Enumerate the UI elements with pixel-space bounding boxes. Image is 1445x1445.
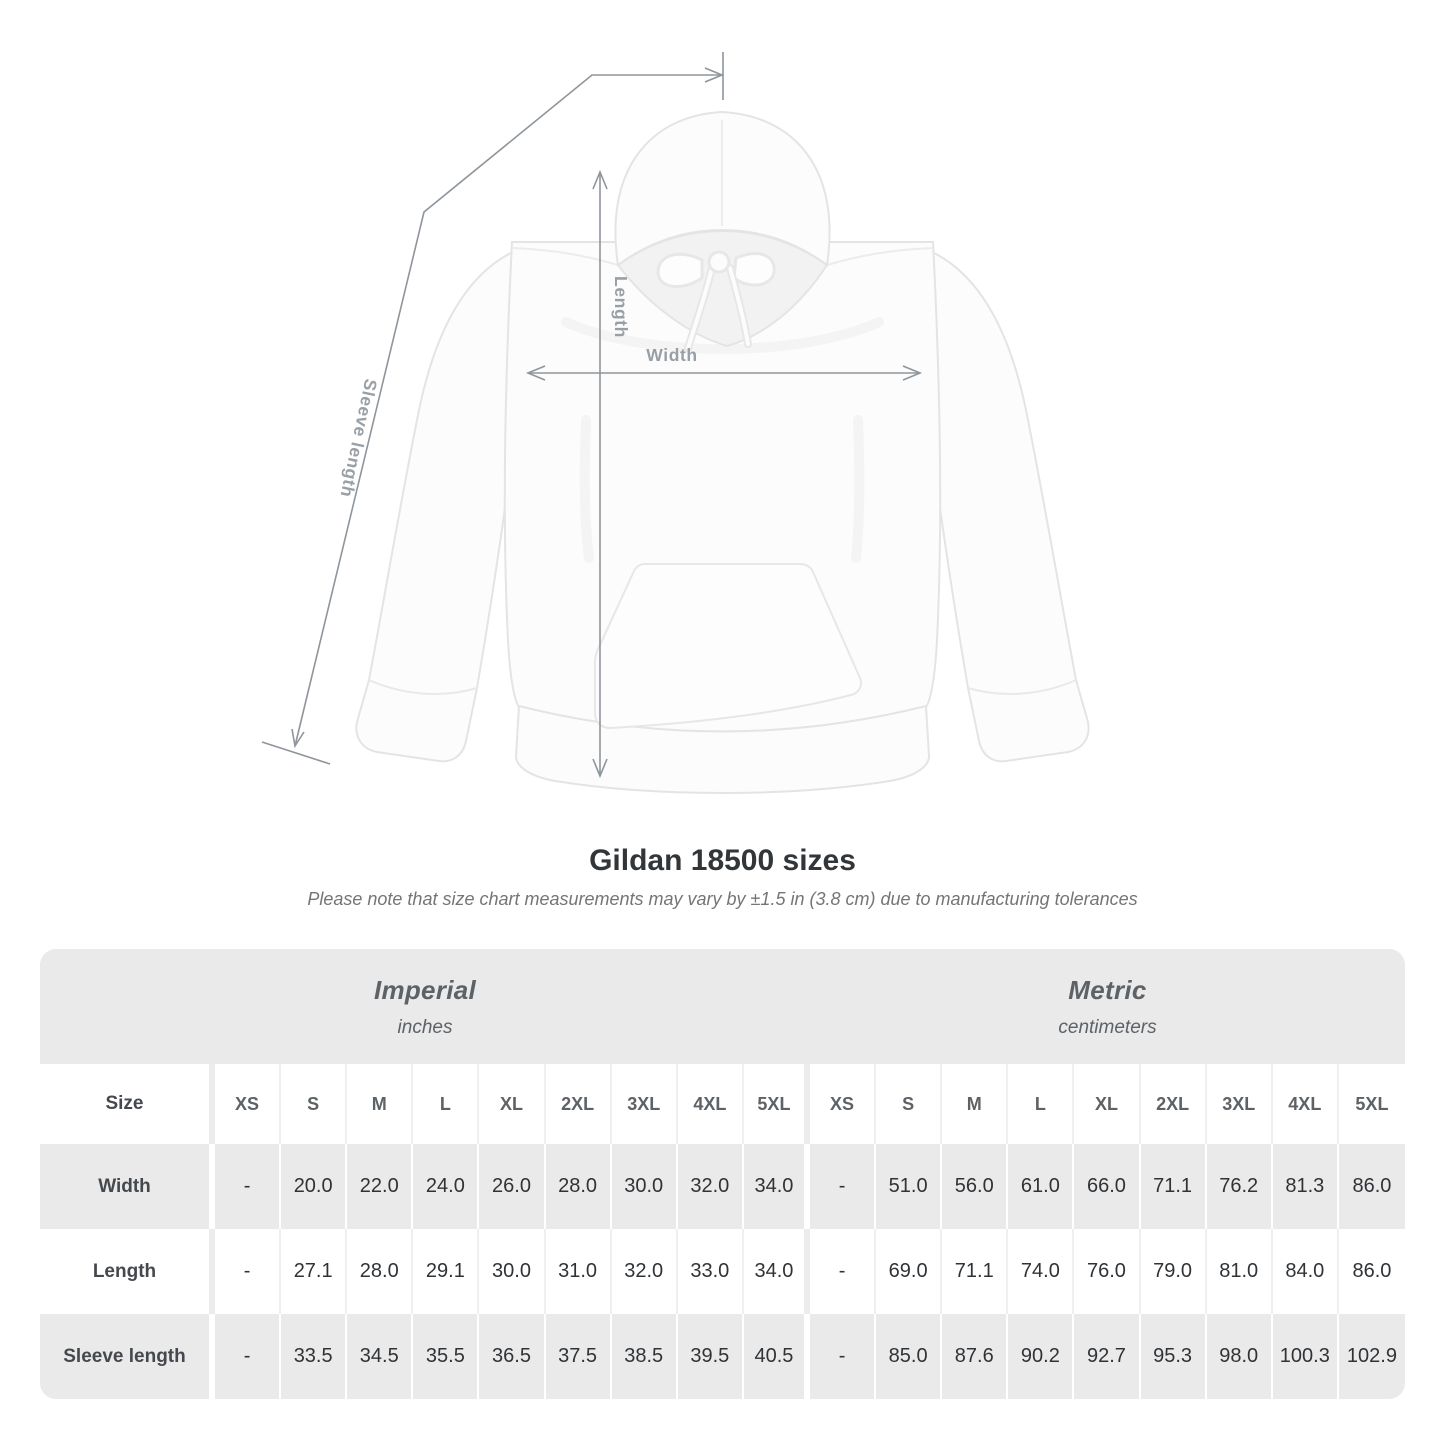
size-column-header: Size: [40, 1064, 215, 1144]
size-header-row: [40, 1064, 1405, 1144]
value-cell: 27.1: [281, 1229, 347, 1314]
size-header-imperial-5xl: 5XL: [744, 1064, 810, 1144]
value-cell: 31.0: [546, 1229, 612, 1314]
imperial-group-header: [40, 949, 810, 1064]
title-block: [0, 842, 1445, 911]
value-cell: 32.0: [612, 1229, 678, 1314]
value-cell: 28.0: [347, 1229, 413, 1314]
value-cell: -: [215, 1144, 281, 1229]
value-cell: 39.5: [678, 1314, 744, 1399]
value-cell: 61.0: [1008, 1144, 1074, 1229]
row-label-length: Length: [40, 1229, 215, 1314]
value-cell: 56.0: [942, 1144, 1008, 1229]
value-cell: 30.0: [479, 1229, 545, 1314]
size-table: [40, 949, 1405, 1399]
value-cell: 20.0: [281, 1144, 347, 1229]
size-header-imperial-xs: XS: [215, 1064, 281, 1144]
tolerance-note: Please note that size chart measurements may vary by ±1.5 in (3.8 cm) due to manufacturing tolerances: [307, 889, 1138, 909]
value-cell: -: [810, 1229, 876, 1314]
value-cell: 22.0: [347, 1144, 413, 1229]
value-cell: 35.5: [413, 1314, 479, 1399]
size-header-imperial-l: L: [413, 1064, 479, 1144]
metric-label: Metric: [1068, 974, 1147, 1005]
value-cell: 51.0: [876, 1144, 942, 1229]
unit-group-row: [40, 949, 1405, 1064]
value-cell: -: [810, 1314, 876, 1399]
value-cell: 34.5: [347, 1314, 413, 1399]
value-cell: 66.0: [1074, 1144, 1140, 1229]
value-cell: 34.0: [744, 1229, 810, 1314]
value-cell: 81.3: [1273, 1144, 1339, 1229]
row-label-sleeve-length: Sleeve length: [40, 1314, 215, 1399]
metric-unit-label: centimeters: [1058, 1016, 1157, 1038]
imperial-unit-label: inches: [397, 1016, 453, 1038]
value-cell: 90.2: [1008, 1314, 1074, 1399]
metric-group-header: [810, 949, 1405, 1064]
value-cell: 30.0: [612, 1144, 678, 1229]
row-label-width: Width: [40, 1144, 215, 1229]
value-cell: 76.0: [1074, 1229, 1140, 1314]
sleeve-length-label: Sleeve length: [336, 377, 382, 500]
size-header-metric-3xl: 3XL: [1207, 1064, 1273, 1144]
value-cell: 92.7: [1074, 1314, 1140, 1399]
size-header-imperial-s: S: [281, 1064, 347, 1144]
value-cell: 28.0: [546, 1144, 612, 1229]
size-header-metric-2xl: 2XL: [1141, 1064, 1207, 1144]
value-cell: 85.0: [876, 1314, 942, 1399]
value-cell: -: [215, 1229, 281, 1314]
value-cell: 71.1: [942, 1229, 1008, 1314]
value-cell: 98.0: [1207, 1314, 1273, 1399]
value-cell: 84.0: [1273, 1229, 1339, 1314]
size-header-metric-l: L: [1008, 1064, 1074, 1144]
value-cell: 32.0: [678, 1144, 744, 1229]
value-cell: -: [215, 1314, 281, 1399]
sleeve-length-row: [40, 1314, 1405, 1399]
width-row: [40, 1144, 1405, 1229]
value-cell: 86.0: [1339, 1229, 1405, 1314]
size-header-imperial-m: M: [347, 1064, 413, 1144]
width-label: Width: [646, 345, 698, 365]
value-cell: 81.0: [1207, 1229, 1273, 1314]
value-cell: 95.3: [1141, 1314, 1207, 1399]
size-header-imperial-3xl: 3XL: [612, 1064, 678, 1144]
value-cell: 74.0: [1008, 1229, 1074, 1314]
size-header-metric-5xl: 5XL: [1339, 1064, 1405, 1144]
value-cell: 100.3: [1273, 1314, 1339, 1399]
size-header-metric-s: S: [876, 1064, 942, 1144]
value-cell: 40.5: [744, 1314, 810, 1399]
size-header-metric-m: M: [942, 1064, 1008, 1144]
value-cell: -: [810, 1144, 876, 1229]
size-header-imperial-xl: XL: [479, 1064, 545, 1144]
value-cell: 86.0: [1339, 1144, 1405, 1229]
value-cell: 34.0: [744, 1144, 810, 1229]
size-header-metric-xs: XS: [810, 1064, 876, 1144]
value-cell: 76.2: [1207, 1144, 1273, 1229]
value-cell: 38.5: [612, 1314, 678, 1399]
value-cell: 79.0: [1141, 1229, 1207, 1314]
value-cell: 36.5: [479, 1314, 545, 1399]
value-cell: 71.1: [1141, 1144, 1207, 1229]
value-cell: 29.1: [413, 1229, 479, 1314]
size-header-metric-4xl: 4XL: [1273, 1064, 1339, 1144]
page-title: Gildan 18500 sizes: [589, 844, 856, 877]
value-cell: 33.5: [281, 1314, 347, 1399]
imperial-label: Imperial: [373, 974, 477, 1005]
value-cell: 33.0: [678, 1229, 744, 1314]
value-cell: 37.5: [546, 1314, 612, 1399]
size-header-imperial-2xl: 2XL: [546, 1064, 612, 1144]
length-label: Length: [611, 276, 631, 338]
size-header-metric-xl: XL: [1074, 1064, 1140, 1144]
length-row: [40, 1229, 1405, 1314]
size-header-imperial-4xl: 4XL: [678, 1064, 744, 1144]
value-cell: 87.6: [942, 1314, 1008, 1399]
value-cell: 102.9: [1339, 1314, 1405, 1399]
value-cell: 26.0: [479, 1144, 545, 1229]
value-cell: 24.0: [413, 1144, 479, 1229]
value-cell: 69.0: [876, 1229, 942, 1314]
